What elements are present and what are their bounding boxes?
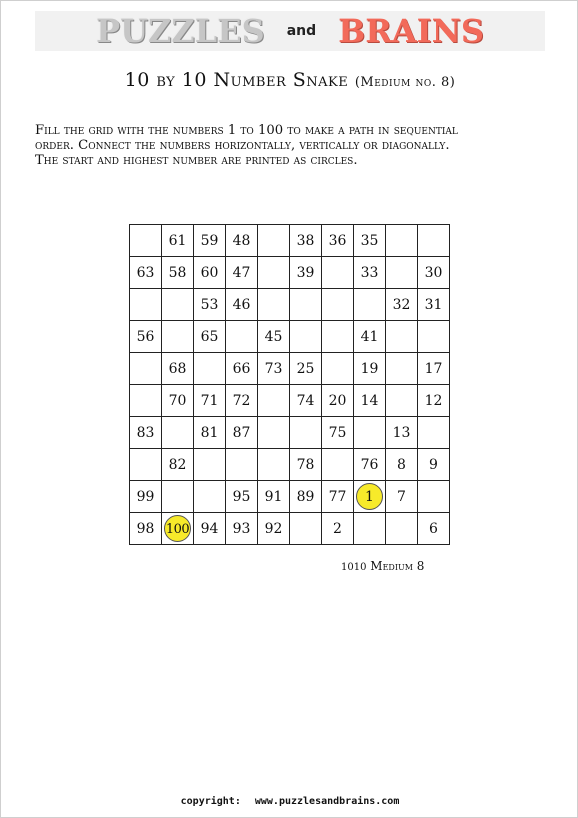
grid-cell[interactable] [386,225,418,257]
grid-cell[interactable] [258,417,290,449]
grid-cell[interactable] [130,449,162,481]
grid-cell[interactable]: 77 [322,481,354,513]
grid-cell[interactable] [354,513,386,545]
grid-cell[interactable]: 82 [162,449,194,481]
grid-cell[interactable] [418,225,450,257]
grid-cell[interactable]: 99 [130,481,162,513]
grid-cell[interactable]: 9 [418,449,450,481]
grid-cell[interactable] [162,481,194,513]
grid-cell[interactable]: 25 [290,353,322,385]
grid-cell[interactable]: 63 [130,257,162,289]
grid-row [130,289,450,321]
grid-cell[interactable] [162,321,194,353]
grid-row [130,385,450,417]
grid-cell[interactable] [130,353,162,385]
logo-and: and [286,23,317,39]
grid-cell[interactable] [130,289,162,321]
grid-cell[interactable] [322,353,354,385]
grid-cell[interactable]: 75 [322,417,354,449]
grid-cell[interactable]: 61 [162,225,194,257]
grid-cell[interactable]: 30 [418,257,450,289]
grid-cell[interactable]: 95 [226,481,258,513]
grid-cell[interactable] [354,481,386,513]
grid-cell[interactable] [226,321,258,353]
puzzle-code-label: Medium 8 [370,559,425,573]
grid-cell[interactable]: 6 [418,513,450,545]
number-snake-grid [129,224,450,545]
grid-row [130,321,450,353]
grid-cell[interactable]: 14 [354,385,386,417]
grid-cell[interactable] [258,225,290,257]
grid-cell[interactable]: 56 [130,321,162,353]
grid-cell[interactable]: 65 [194,321,226,353]
grid-row [130,417,450,449]
grid-cell[interactable]: 47 [226,257,258,289]
grid-cell[interactable]: 76 [354,449,386,481]
puzzle-code [341,559,424,573]
grid-cell[interactable] [418,321,450,353]
grid-cell[interactable] [258,289,290,321]
circled-number: 100 [164,515,191,542]
grid-cell[interactable] [258,385,290,417]
grid-row [130,481,450,513]
grid-cell[interactable]: 8 [386,449,418,481]
grid-cell[interactable]: 81 [194,417,226,449]
grid-cell[interactable]: 72 [226,385,258,417]
grid-cell[interactable] [354,289,386,321]
grid-cell[interactable] [290,513,322,545]
grid-cell[interactable]: 59 [194,225,226,257]
grid-cell[interactable]: 35 [354,225,386,257]
grid-cell[interactable]: 93 [226,513,258,545]
logo-banner [35,11,545,51]
grid-cell[interactable]: 46 [226,289,258,321]
grid-cell[interactable]: 45 [258,321,290,353]
grid-cell[interactable]: 48 [226,225,258,257]
grid-cell[interactable]: 7 [386,481,418,513]
grid-cell[interactable] [322,449,354,481]
grid-cell[interactable] [258,449,290,481]
grid-cell[interactable] [322,321,354,353]
copyright-label: copyright: [180,796,241,807]
grid-cell[interactable]: 58 [162,257,194,289]
grid-cell[interactable]: 74 [290,385,322,417]
grid-cell[interactable]: 32 [386,289,418,321]
grid-cell[interactable] [162,417,194,449]
grid-cell[interactable] [386,353,418,385]
grid-row [130,257,450,289]
grid-cell[interactable]: 53 [194,289,226,321]
grid-cell[interactable]: 66 [226,353,258,385]
grid-cell[interactable]: 83 [130,417,162,449]
grid-cell[interactable]: 36 [322,225,354,257]
grid-cell[interactable] [322,289,354,321]
grid-cell[interactable] [130,225,162,257]
grid-cell[interactable] [354,417,386,449]
grid-cell[interactable] [418,481,450,513]
logo-puzzles: PUZZLES [96,12,265,50]
circled-number: 1 [356,483,383,510]
grid-cell[interactable] [290,417,322,449]
grid-cell[interactable] [194,449,226,481]
grid-cell[interactable]: 70 [162,385,194,417]
grid-cell[interactable] [226,449,258,481]
grid-cell[interactable] [386,321,418,353]
grid-row [130,353,450,385]
grid-cell[interactable]: 68 [162,353,194,385]
grid-cell[interactable] [162,289,194,321]
grid-cell[interactable]: 91 [258,481,290,513]
footer [1,796,578,807]
puzzle-code-number: 1010 [341,562,367,573]
grid-row [130,513,450,545]
grid-cell[interactable]: 17 [418,353,450,385]
grid-cell[interactable]: 87 [226,417,258,449]
title-sub: (Medium no. 8) [354,75,456,90]
grid-cell[interactable]: 33 [354,257,386,289]
title-main: 10 by 10 Number Snake [124,69,349,91]
grid-cell[interactable] [418,417,450,449]
grid-cell[interactable]: 73 [258,353,290,385]
instructions [35,123,555,168]
grid-cell[interactable] [258,257,290,289]
grid-cell[interactable]: 94 [194,513,226,545]
grid-cell[interactable]: 41 [354,321,386,353]
grid-cell[interactable]: 71 [194,385,226,417]
grid-cell[interactable] [162,513,194,545]
grid-cell[interactable] [290,321,322,353]
grid-cell[interactable] [130,385,162,417]
grid-cell[interactable] [194,353,226,385]
grid-cell[interactable] [322,257,354,289]
grid-row [130,449,450,481]
grid-cell[interactable]: 13 [386,417,418,449]
grid-cell[interactable]: 20 [322,385,354,417]
grid-cell[interactable] [290,289,322,321]
grid-cell[interactable] [386,513,418,545]
page-title [1,69,578,91]
grid-cell[interactable] [386,257,418,289]
grid-cell[interactable] [386,385,418,417]
grid-row [130,225,450,257]
grid-cell[interactable]: 31 [418,289,450,321]
grid-cell[interactable]: 2 [322,513,354,545]
grid-cell[interactable]: 89 [290,481,322,513]
grid-cell[interactable]: 60 [194,257,226,289]
instruction-line: Fill the grid with the numbers 1 to 100 to make a path in sequential [35,123,458,138]
logo-brains: BRAINS [338,12,484,50]
grid-cell[interactable]: 78 [290,449,322,481]
grid-cell[interactable] [194,481,226,513]
copyright-url[interactable]: www.puzzlesandbrains.com [254,796,400,807]
grid-cell[interactable]: 92 [258,513,290,545]
grid-cell[interactable]: 12 [418,385,450,417]
grid-cell[interactable]: 19 [354,353,386,385]
instruction-line: The start and highest number are printed as circles. [35,153,358,168]
grid-cell[interactable]: 38 [290,225,322,257]
instruction-line: order. Connect the numbers horizontally, vertically or diagonally. [35,138,450,153]
grid-cell[interactable]: 39 [290,257,322,289]
grid-cell[interactable]: 98 [130,513,162,545]
